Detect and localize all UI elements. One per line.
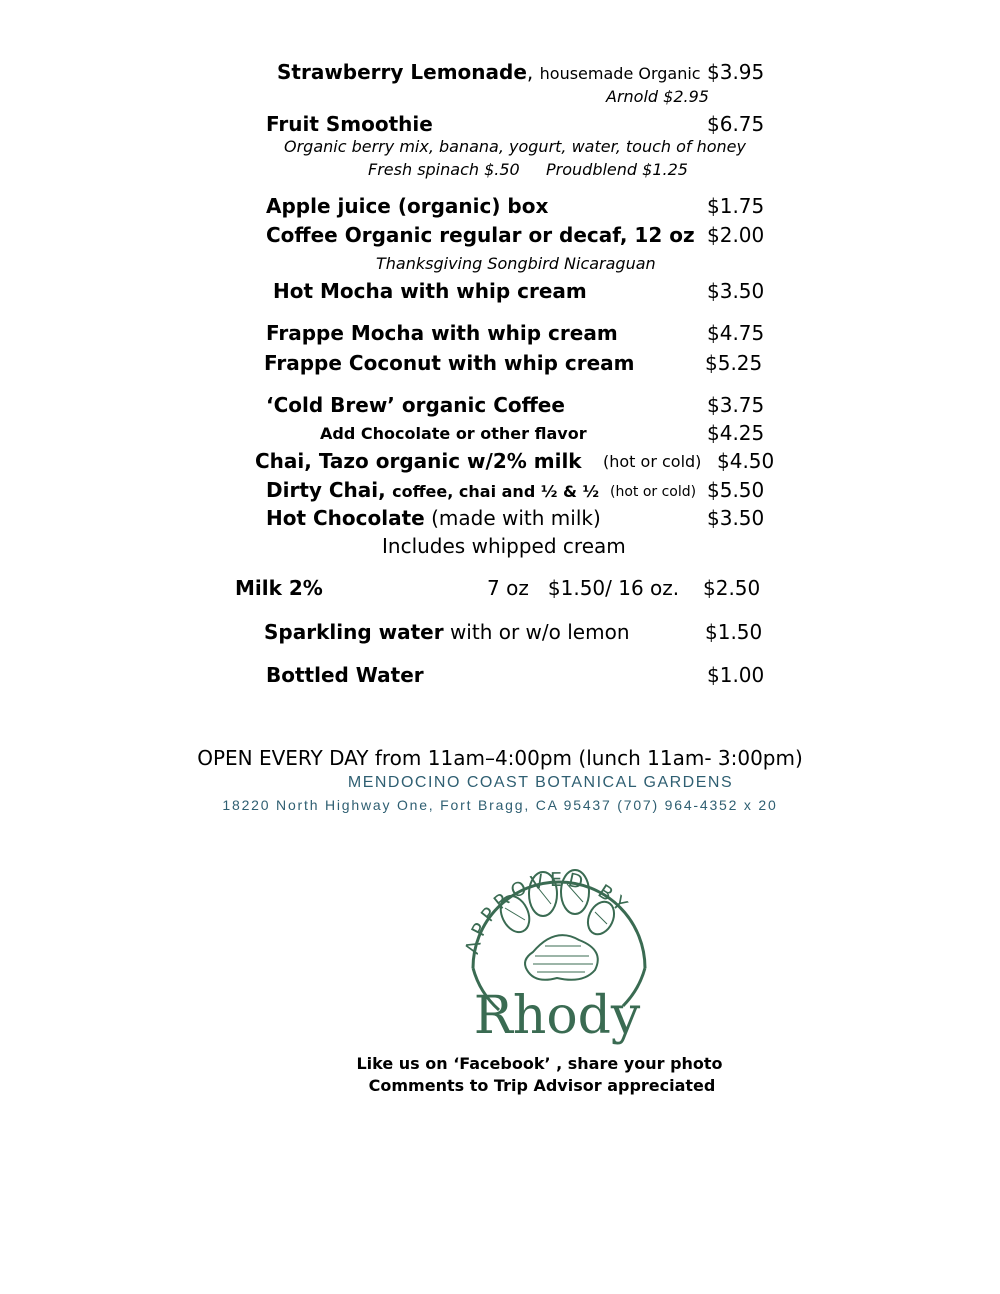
item-coffee: Coffee Organic regular or decaf, 12 oz xyxy=(266,223,695,247)
item-desc: housemade Organic xyxy=(539,64,701,83)
item-note-chai: (hot or cold) xyxy=(603,452,702,471)
item-frappe-mocha: Frappe Mocha with whip cream xyxy=(266,321,618,345)
item-add-chocolate: Add Chocolate or other flavor xyxy=(320,424,587,443)
facebook-line: Like us on ‘Facebook’ , share your photo xyxy=(356,1054,723,1073)
item-sub-arnold: Arnold $2.95 xyxy=(606,87,709,106)
item-cold-brew: ‘Cold Brew’ organic Coffee xyxy=(266,393,565,417)
price-hot-mocha: $3.50 xyxy=(707,279,765,303)
item-note-dirty-chai: (hot or cold) xyxy=(610,484,697,500)
logo-arc-text: APPROVED BY xyxy=(461,868,635,957)
tripadvisor-line: Comments to Trip Advisor appreciated xyxy=(368,1076,716,1095)
price-cold-brew: $3.75 xyxy=(707,393,765,417)
org-name: MENDOCINO COAST BOTANICAL GARDENS xyxy=(347,774,734,791)
item-bottled-water: Bottled Water xyxy=(266,663,424,687)
item-desc: with or w/o lemon xyxy=(449,620,630,644)
item-sparkling-water xyxy=(264,622,630,642)
item-apple-juice: Apple juice (organic) box xyxy=(266,194,549,218)
item-frappe-coconut: Frappe Coconut with whip cream xyxy=(264,351,635,375)
item-desc-milk: 7 oz $1.50/ 16 oz. xyxy=(487,576,680,600)
price-frappe-mocha: $4.75 xyxy=(707,321,765,345)
item-desc-smoothie: Organic berry mix, banana, yogurt, water, touch of honey xyxy=(284,137,746,156)
item-name: Hot Chocolate xyxy=(266,506,425,530)
item-desc: coffee, chai and ½ & ½ xyxy=(392,482,600,501)
price-hot-chocolate: $3.50 xyxy=(707,506,765,530)
price-milk: $2.50 xyxy=(703,576,761,600)
item-fruit-smoothie: Fruit Smoothie xyxy=(266,112,433,136)
price-frappe-coconut: $5.25 xyxy=(705,351,763,375)
price-add-chocolate: $4.25 xyxy=(707,421,765,445)
hours-text: OPEN EVERY DAY from 11am–4:00pm (lunch 11am- 3:00pm) xyxy=(197,746,803,770)
addon-proudblend: Proudblend $1.25 xyxy=(546,160,688,179)
item-sub-songbird: Thanksgiving Songbird Nicaraguan xyxy=(376,254,656,273)
item-hot-chocolate xyxy=(266,508,601,528)
price-apple: $1.75 xyxy=(707,194,765,218)
item-hot-mocha: Hot Mocha with whip cream xyxy=(273,279,587,303)
price-chai: $4.50 xyxy=(717,449,775,473)
price-strawberry: $3.95 xyxy=(707,60,765,84)
price-bottled: $1.00 xyxy=(707,663,765,687)
item-name: Dirty Chai, xyxy=(266,478,386,502)
address-text: 18220 North Highway One, Fort Bragg, CA 95437 (707) 964-4352 x 20 xyxy=(222,797,778,813)
item-dirty-chai xyxy=(266,480,599,500)
item-name: Sparkling water xyxy=(264,620,444,644)
item-sep: , xyxy=(526,60,534,84)
item-strawberry-lemonade xyxy=(277,62,701,82)
addon-spinach: Fresh spinach $.50 xyxy=(368,160,520,179)
rhody-logo xyxy=(455,828,660,1053)
item-chai: Chai, Tazo organic w/2% milk xyxy=(255,449,582,473)
price-sparkling: $1.50 xyxy=(705,620,763,644)
item-milk: Milk 2% xyxy=(235,576,323,600)
price-coffee: $2.00 xyxy=(707,223,765,247)
price-smoothie: $6.75 xyxy=(707,112,765,136)
item-sub-whipped: Includes whipped cream xyxy=(382,534,626,558)
logo-name: Rhody xyxy=(473,986,641,1046)
item-desc: (made with milk) xyxy=(431,506,601,530)
price-dirty-chai: $5.50 xyxy=(707,478,765,502)
item-name: Strawberry Lemonade xyxy=(277,60,527,84)
